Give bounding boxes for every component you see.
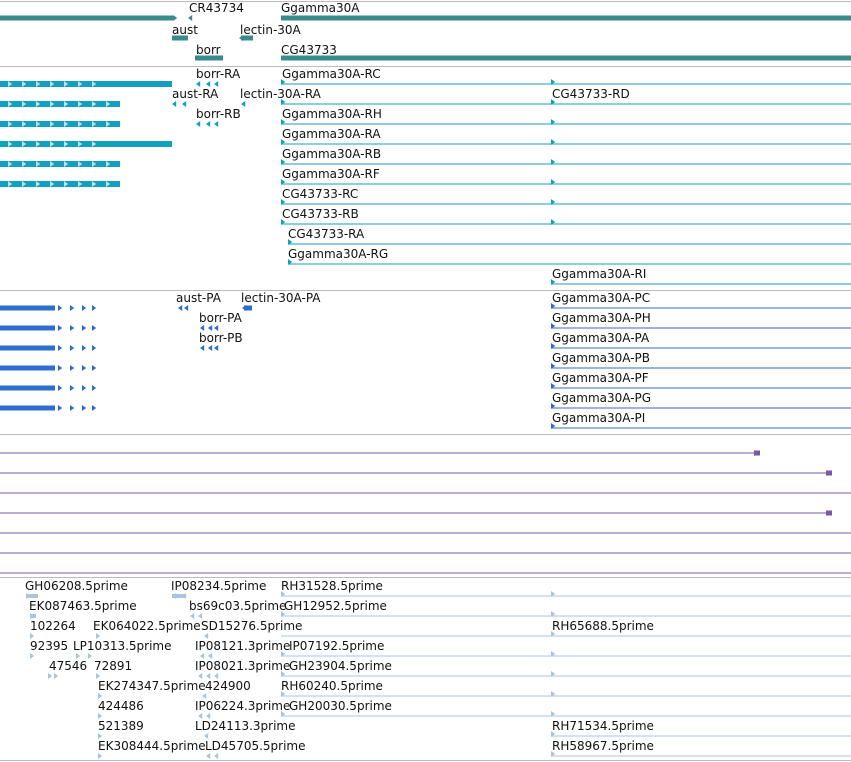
est-arrow[interactable] — [88, 653, 92, 659]
protein-arrow[interactable] — [58, 305, 62, 311]
feature-label[interactable]: aust-PA — [176, 291, 221, 305]
protein-arrow[interactable] — [82, 325, 86, 331]
feature-label[interactable]: borr-PB — [199, 331, 243, 345]
transcript-arrow[interactable] — [182, 101, 186, 107]
feature-label[interactable]: GH20030.5prime — [289, 699, 392, 713]
feature-label[interactable]: EK308444.5prime — [98, 739, 206, 753]
feature-label[interactable]: Ggamma30A-RC — [282, 67, 381, 81]
feature-label[interactable]: CR43734 — [189, 1, 244, 15]
feature-label[interactable]: LP10313.5prime — [73, 639, 172, 653]
feature-label[interactable]: 424900 — [205, 679, 251, 693]
protein-arrow[interactable] — [178, 305, 182, 311]
feature-label[interactable]: 47546 — [49, 659, 88, 673]
feature-label[interactable]: Ggamma30A-RG — [288, 247, 389, 261]
est-block[interactable] — [26, 594, 38, 598]
feature-label[interactable]: CG43733-RA — [288, 227, 365, 241]
feature-end[interactable] — [826, 471, 832, 476]
protein-arrow[interactable] — [70, 305, 74, 311]
protein-arrow[interactable] — [58, 385, 62, 391]
transcript-exon[interactable] — [0, 81, 97, 87]
transcript-exon[interactable] — [97, 81, 172, 87]
protein-exon[interactable] — [0, 326, 55, 331]
transcript-exon[interactable] — [0, 101, 120, 107]
protein-exon[interactable] — [244, 306, 252, 311]
est-arrow[interactable] — [48, 673, 52, 679]
protein-arrow[interactable] — [82, 345, 86, 351]
feature-label[interactable]: GH12952.5prime — [284, 599, 387, 613]
feature-label[interactable]: EK087463.5prime — [29, 599, 137, 613]
feature-label[interactable]: Ggamma30A-RB — [282, 147, 382, 161]
gene-arrow[interactable] — [188, 15, 192, 21]
feature-label[interactable]: RH31528.5prime — [281, 579, 383, 593]
feature-label[interactable]: RH60240.5prime — [281, 679, 383, 693]
protein-arrow[interactable] — [92, 345, 96, 351]
feature-label[interactable]: IP07192.5prime — [289, 639, 385, 653]
feature-label[interactable]: Ggamma30A-PI — [552, 411, 646, 425]
protein-exon[interactable] — [0, 306, 55, 311]
transcript-arrow[interactable] — [241, 101, 245, 107]
protein-arrow[interactable] — [58, 365, 62, 371]
transcript-exon[interactable] — [0, 141, 97, 147]
feature-label[interactable]: borr — [196, 43, 221, 57]
transcript-arrow[interactable] — [206, 121, 210, 127]
feature-label[interactable]: CG43733-RC — [282, 187, 359, 201]
feature-label[interactable]: 92395 — [30, 639, 69, 653]
feature-label[interactable]: lectin-30A-RA — [240, 87, 321, 101]
protein-exon[interactable] — [0, 386, 55, 391]
transcript-arrow[interactable] — [172, 101, 176, 107]
protein-arrow[interactable] — [82, 405, 86, 411]
feature-label[interactable]: RH58967.5prime — [552, 739, 654, 753]
protein-arrow[interactable] — [92, 405, 96, 411]
transcript-exon[interactable] — [97, 141, 172, 147]
protein-arrow[interactable] — [82, 385, 86, 391]
protein-arrow[interactable] — [92, 305, 96, 311]
feature-label[interactable]: RH65688.5prime — [552, 619, 654, 633]
protein-exon[interactable] — [0, 366, 55, 371]
feature-label[interactable]: bs69c03.5prime — [189, 599, 287, 613]
feature-label[interactable]: Ggamma30A-RH — [282, 107, 382, 121]
feature-label[interactable]: Ggamma30A-RA — [282, 127, 381, 141]
feature-label[interactable]: IP06224.3prime — [195, 699, 291, 713]
est-arrow[interactable] — [98, 753, 102, 759]
feature-label[interactable]: IP08234.5prime — [171, 579, 267, 593]
feature-label[interactable]: Ggamma30A-PC — [552, 291, 651, 305]
feature-label[interactable]: IP08021.3prime — [195, 659, 291, 673]
protein-arrow[interactable] — [58, 325, 62, 331]
est-arrow[interactable] — [54, 673, 58, 679]
feature-end[interactable] — [826, 511, 832, 516]
protein-arrow[interactable] — [70, 325, 74, 331]
protein-arrow[interactable] — [70, 345, 74, 351]
transcript-arrow[interactable] — [196, 121, 200, 127]
est-arrow[interactable] — [206, 753, 210, 759]
feature-label[interactable]: GH23904.5prime — [289, 659, 392, 673]
feature-label[interactable]: Ggamma30A-PF — [552, 371, 649, 385]
feature-label[interactable]: CG43733-RD — [552, 87, 630, 101]
transcript-arrow[interactable] — [214, 121, 218, 127]
feature-label[interactable]: Ggamma30A-PB — [552, 351, 651, 365]
feature-label[interactable]: 424486 — [98, 699, 144, 713]
feature-label[interactable]: Ggamma30A-PG — [552, 391, 652, 405]
feature-label[interactable]: CG43733-RB — [282, 207, 359, 221]
protein-arrow[interactable] — [92, 365, 96, 371]
transcript-exon[interactable] — [0, 161, 120, 167]
feature-label[interactable]: 72891 — [94, 659, 133, 673]
protein-exon[interactable] — [0, 346, 55, 351]
feature-label[interactable]: aust-RA — [172, 87, 219, 101]
feature-label[interactable]: borr-RB — [196, 107, 241, 121]
feature-label[interactable]: Ggamma30A-PA — [552, 331, 650, 345]
feature-label[interactable]: LD45705.5prime — [205, 739, 306, 753]
protein-arrow[interactable] — [184, 305, 188, 311]
protein-arrow[interactable] — [82, 305, 86, 311]
feature-label[interactable]: EK064022.5prime — [93, 619, 201, 633]
feature-end[interactable] — [754, 451, 760, 456]
protein-arrow[interactable] — [58, 405, 62, 411]
feature-label[interactable]: borr-RA — [196, 67, 241, 81]
feature-label[interactable]: 521389 — [98, 719, 144, 733]
est-block[interactable] — [30, 614, 36, 618]
protein-arrow[interactable] — [92, 385, 96, 391]
feature-label[interactable]: borr-PA — [199, 311, 242, 325]
feature-label[interactable]: CG43733 — [281, 43, 337, 57]
protein-arrow[interactable] — [58, 345, 62, 351]
feature-label[interactable]: RH71534.5prime — [552, 719, 654, 733]
gene-bar[interactable] — [281, 56, 851, 61]
feature-label[interactable]: LD24113.3prime — [195, 719, 296, 733]
protein-arrow[interactable] — [200, 345, 204, 351]
protein-arrow[interactable] — [70, 405, 74, 411]
gene-bar[interactable] — [0, 16, 173, 21]
feature-label[interactable]: GH06208.5prime — [25, 579, 128, 593]
feature-label[interactable]: Ggamma30A — [281, 1, 360, 15]
est-arrow[interactable] — [214, 753, 218, 759]
feature-label[interactable]: lectin-30A — [240, 23, 301, 37]
protein-exon[interactable] — [0, 406, 55, 411]
protein-arrow[interactable] — [70, 385, 74, 391]
feature-label[interactable]: EK274347.5prime — [98, 679, 206, 693]
protein-arrow[interactable] — [208, 345, 212, 351]
est-arrow[interactable] — [30, 653, 34, 659]
feature-label[interactable]: lectin-30A-PA — [241, 291, 321, 305]
protein-arrow[interactable] — [214, 345, 218, 351]
transcript-exon[interactable] — [0, 181, 120, 187]
gene-arrow[interactable] — [173, 15, 177, 21]
feature-label[interactable]: Ggamma30A-RF — [282, 167, 380, 181]
gene-bar[interactable] — [281, 16, 851, 21]
feature-label[interactable]: IP08121.3prime — [195, 639, 291, 653]
feature-label[interactable]: SD15276.5prime — [201, 619, 303, 633]
protein-arrow[interactable] — [82, 365, 86, 371]
protein-arrow[interactable] — [92, 325, 96, 331]
est-block[interactable] — [172, 594, 186, 598]
feature-label[interactable]: Ggamma30A-RI — [552, 267, 647, 281]
feature-label[interactable]: 102264 — [30, 619, 76, 633]
feature-label[interactable]: Ggamma30A-PH — [552, 311, 651, 325]
protein-arrow[interactable] — [70, 365, 74, 371]
transcript-exon[interactable] — [0, 121, 120, 127]
feature-label[interactable]: aust — [172, 23, 198, 37]
